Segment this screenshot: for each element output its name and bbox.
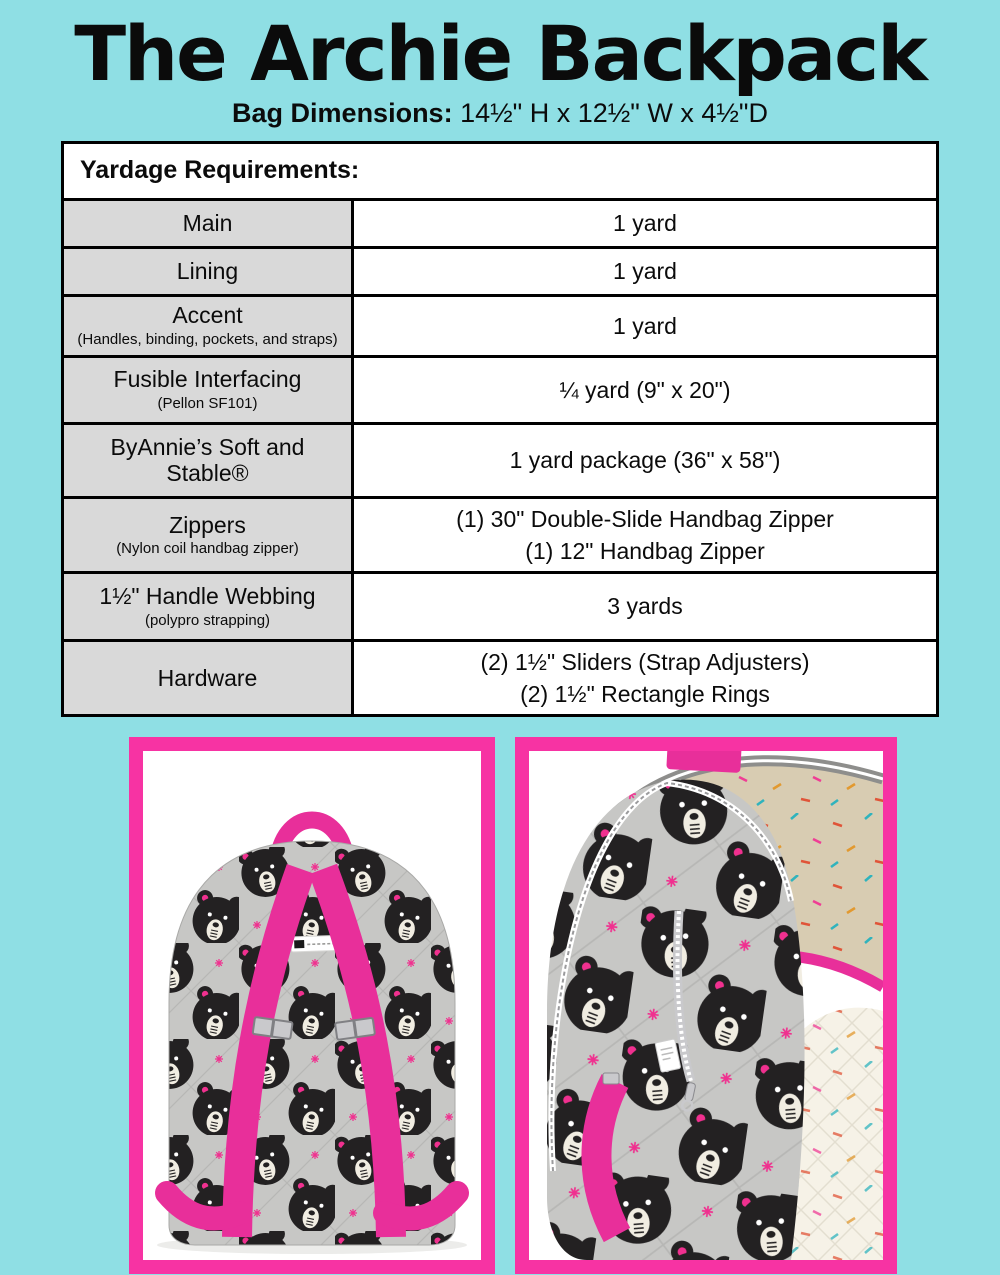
table-row bbox=[64, 355, 936, 422]
row-item-cell bbox=[64, 358, 354, 422]
row-item-cell bbox=[64, 297, 354, 355]
row-value-line: (2) 1½" Sliders (Strap Adjusters) bbox=[480, 648, 810, 675]
table-row bbox=[64, 422, 936, 496]
row-item-cell bbox=[64, 499, 354, 571]
row-item-cell bbox=[64, 642, 354, 714]
row-value-cell bbox=[354, 499, 936, 571]
photo-backpack-open bbox=[515, 737, 897, 1274]
yardage-table-title: Yardage Requirements: bbox=[64, 144, 936, 198]
maker-tag bbox=[291, 936, 337, 953]
backpack-interior-photo bbox=[529, 751, 883, 1260]
table-row bbox=[64, 246, 936, 294]
row-value-cell bbox=[354, 425, 936, 496]
page-header bbox=[0, 0, 1000, 129]
row-item-name: Fusible Interfacing bbox=[113, 366, 302, 393]
row-value-cell bbox=[354, 297, 936, 355]
row-item-note: (Handles, binding, pockets, and straps) bbox=[77, 330, 338, 348]
table-row bbox=[64, 294, 936, 355]
row-value-line: ¼ yard (9" x 20") bbox=[559, 376, 731, 403]
row-item-name: Accent bbox=[172, 302, 243, 329]
row-value-cell bbox=[354, 249, 936, 294]
bag-dimensions-label: Bag Dimensions: bbox=[232, 97, 453, 128]
row-item-note: (Pellon SF101) bbox=[157, 394, 258, 412]
row-item-name: Main bbox=[182, 209, 233, 236]
row-item-name: Lining bbox=[176, 257, 239, 284]
row-value-line: (1) 30" Double-Slide Handbag Zipper bbox=[456, 505, 834, 532]
row-value-line: 1 yard bbox=[613, 312, 677, 339]
row-item-cell bbox=[64, 249, 354, 294]
backpack-back-photo bbox=[143, 751, 481, 1260]
row-item-note: (polypro strapping) bbox=[144, 611, 271, 629]
table-row bbox=[64, 198, 936, 246]
bag-dimensions-value: 14½" H x 12½" W x 4½"D bbox=[452, 97, 768, 128]
row-value-cell bbox=[354, 574, 936, 639]
row-item-name: ByAnnie’s Soft and Stable® bbox=[110, 433, 305, 487]
row-value-line: 1 yard package (36" x 58") bbox=[509, 447, 781, 473]
table-row bbox=[64, 571, 936, 639]
row-item-name: Hardware bbox=[157, 664, 258, 691]
row-value-line: 1 yard bbox=[613, 258, 677, 284]
row-value-line: 3 yards bbox=[607, 593, 683, 620]
row-item-cell bbox=[64, 201, 354, 246]
backpack-body bbox=[169, 841, 455, 1245]
photo-row bbox=[129, 737, 1000, 1274]
photo-backpack-back bbox=[129, 737, 495, 1274]
row-item-note: (Nylon coil handbag zipper) bbox=[116, 540, 299, 557]
yardage-rows bbox=[64, 198, 936, 715]
row-item-name: Zippers bbox=[169, 511, 246, 538]
row-item-name: 1½" Handle Webbing bbox=[99, 583, 316, 610]
row-value-cell bbox=[354, 201, 936, 246]
table-row bbox=[64, 639, 936, 714]
table-row bbox=[64, 496, 936, 571]
row-value-line: 1 yard bbox=[613, 210, 677, 236]
row-value-line: (1) 12" Handbag Zipper bbox=[525, 537, 765, 564]
bag-dimensions bbox=[0, 98, 1000, 129]
row-value-cell bbox=[354, 642, 936, 714]
row-item-cell bbox=[64, 425, 354, 496]
row-item-cell bbox=[64, 574, 354, 639]
row-value-line: (2) 1½" Rectangle Rings bbox=[520, 681, 770, 708]
top-handle-tab bbox=[666, 751, 741, 773]
row-value-cell bbox=[354, 358, 936, 422]
yardage-table bbox=[61, 141, 939, 718]
page-title: The Archie Backpack bbox=[74, 9, 926, 98]
strap-ring bbox=[603, 1073, 619, 1084]
